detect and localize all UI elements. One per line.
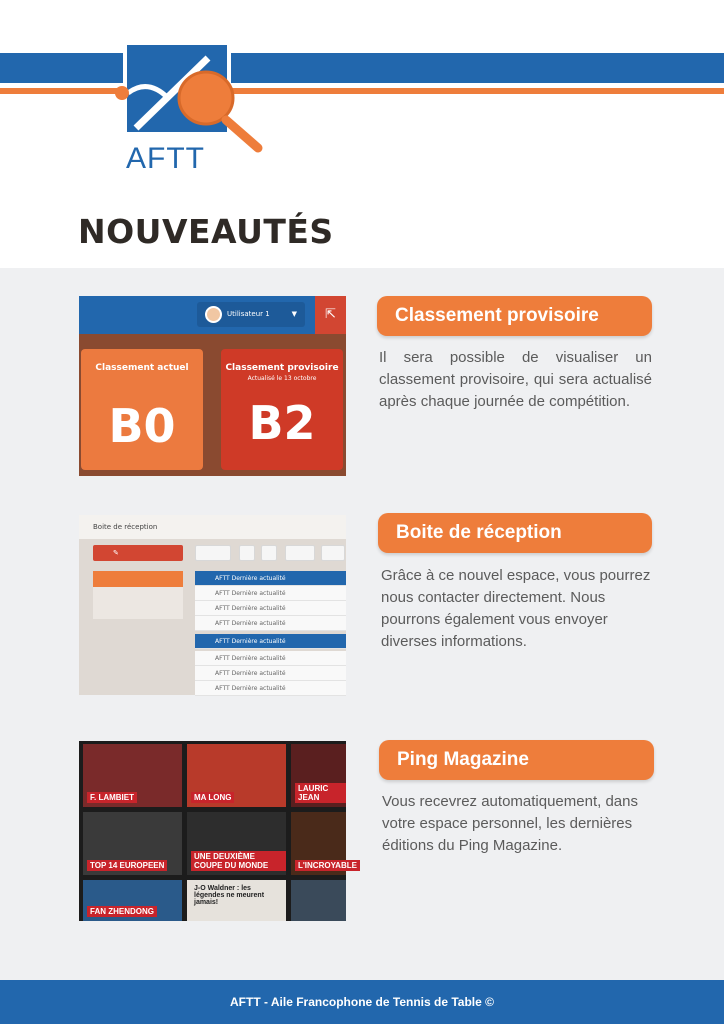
- user-menu: [197, 302, 305, 327]
- toolbar-select: [195, 545, 231, 561]
- avatar: [205, 306, 222, 323]
- magazine-cover-title: L'INCROYABLE: [295, 860, 360, 871]
- magazine-cover-title: UNE DEUXIÈME COUPE DU MONDE: [191, 851, 286, 871]
- table-row: AFTT Dernière actualité: [195, 681, 346, 696]
- chevron-down-icon: ▼: [291, 310, 297, 318]
- footer-bar: [0, 980, 724, 1024]
- magazine-cover: [291, 812, 357, 875]
- magazine-cover-title: F. LAMBIET: [87, 792, 137, 803]
- table-row: AFTT Dernière actualité: [195, 666, 346, 681]
- user-name: Utilisateur 1: [227, 310, 270, 318]
- toolbar-more: [321, 545, 345, 561]
- section-heading-ranking: Classement provisoire: [377, 296, 652, 336]
- current-ranking-value: B0: [108, 399, 176, 453]
- inbox-toolbar: [195, 545, 345, 561]
- magazine-screenshot: [79, 741, 357, 921]
- section-body-ranking: Il sera possible de visualiser un classement provisoire, qui sera actualisé après chaque journée de compétition.: [379, 349, 652, 410]
- magazine-cover-title: MA LONG: [191, 792, 234, 803]
- table-row: AFTT Dernière actualité: [195, 571, 346, 586]
- magazine-cover: [187, 812, 286, 875]
- ranking-screenshot: [79, 296, 346, 476]
- compose-button: ✎: [93, 545, 183, 561]
- magazine-cover: [187, 744, 286, 807]
- table-row: AFTT Dernière actualité: [195, 601, 346, 616]
- provisional-ranking-label: Classement provisoire: [225, 363, 339, 373]
- section-body-inbox: Grâce à ce nouvel espace, vous pourrez nous contacter directement. Nous pourrons également vous envoyer diverses informations.: [381, 567, 651, 650]
- current-ranking-label: Classement actuel: [95, 363, 189, 373]
- logout-icon: ⇱: [315, 296, 346, 334]
- ping-paddle-icon: [108, 38, 268, 148]
- magazine-cover: [83, 880, 182, 921]
- current-ranking-card: [81, 349, 203, 470]
- provisional-ranking-date: Actualisé le 13 octobre: [247, 375, 317, 382]
- table-row: AFTT Dernière actualité: [195, 634, 346, 649]
- provisional-ranking-card: [221, 349, 343, 470]
- magazine-cover: [291, 880, 346, 921]
- magazine-cover: [291, 744, 346, 807]
- table-row: AFTT Dernière actualité: [195, 651, 346, 666]
- inbox-screenshot: [79, 515, 346, 695]
- table-row: AFTT Dernière actualité: [195, 586, 346, 601]
- toolbar-refresh: [239, 545, 255, 561]
- section-heading-magazine: Ping Magazine: [379, 740, 654, 780]
- magazine-cover-title: LAURIC JEAN: [295, 783, 346, 803]
- provisional-ranking-value: B2: [248, 396, 316, 450]
- magazine-cover: [83, 744, 182, 807]
- toolbar-delete: [261, 545, 277, 561]
- toolbar-pager: [285, 545, 315, 561]
- page-title: NOUVEAUTÉS: [78, 212, 334, 251]
- section-heading-inbox: Boite de réception: [378, 513, 652, 553]
- footer-text: AFTT - Aile Francophone de Tennis de Table ©: [230, 995, 494, 1009]
- aftt-logo: [108, 38, 268, 178]
- table-row: AFTT Dernière actualité: [195, 616, 346, 631]
- inbox-header: Boite de réception: [79, 515, 346, 539]
- magazine-cover-title: FAN ZHENDONG: [87, 906, 157, 917]
- logo-text: AFTT: [126, 142, 205, 175]
- magazine-cover-title: J-O Waldner : les légendes ne meurent jamais!: [194, 885, 265, 906]
- magazine-cover-title: TOP 14 EUROPEEN: [87, 860, 167, 871]
- magazine-cover: [83, 812, 182, 875]
- inbox-sidebar-active: [93, 571, 183, 587]
- section-body-magazine: Vous recevrez automatiquement, dans votre espace personnel, les dernières éditions du Ping Magazine.: [382, 793, 638, 854]
- magazine-cover: [187, 880, 286, 921]
